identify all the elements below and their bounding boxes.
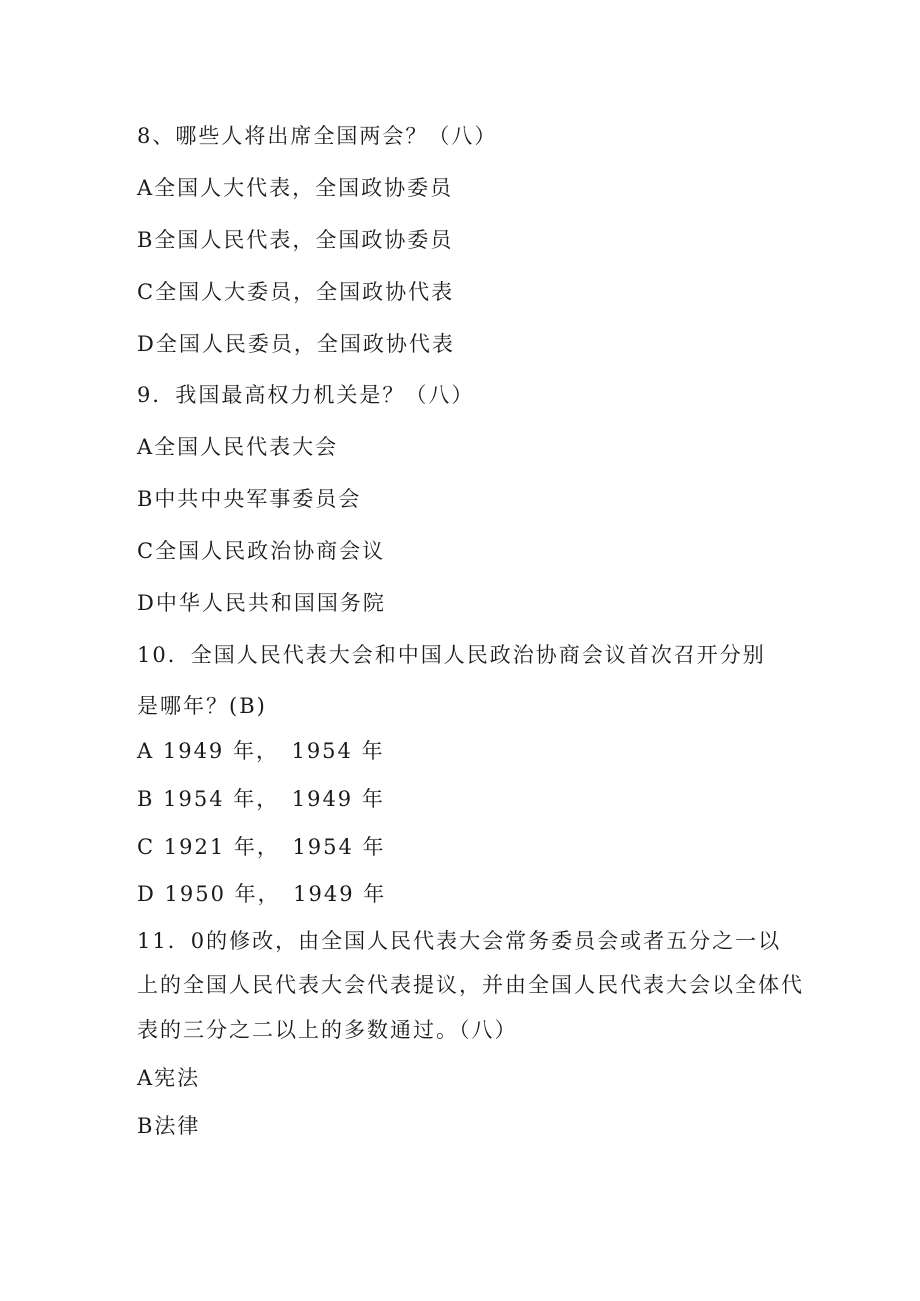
question-10-option-a: A 1949 年， 1954 年 bbox=[137, 739, 385, 763]
question-11-text-line3: 表的三分之二以上的多数通过。（八） bbox=[137, 1018, 518, 1042]
question-11-option-b: B法律 bbox=[137, 1114, 201, 1138]
question-11-text-line1: 11．0的修改，由全国人民代表大会常务委员会或者五分之一以 bbox=[137, 929, 782, 953]
question-9-option-c: C全国人民政治协商会议 bbox=[137, 539, 386, 563]
question-10-option-b: B 1954 年， 1949 年 bbox=[137, 787, 385, 811]
question-9-text: 9．我国最高权力机关是？（八） bbox=[137, 383, 475, 407]
question-11-text-line2: 上的全国人民代表大会代表提议，并由全国人民代表大会以全体代 bbox=[137, 973, 804, 997]
question-8-option-b: B全国人民代表，全国政协委员 bbox=[137, 228, 454, 252]
question-11-option-a: A宪法 bbox=[137, 1066, 201, 1090]
question-8-option-a: A全国人大代表，全国政协委员 bbox=[137, 176, 454, 200]
question-8-text: 8、哪些人将出席全国两会？（八） bbox=[137, 124, 498, 148]
question-10-text-line1: 10．全国人民代表大会和中国人民政治协商会议首次召开分别 bbox=[137, 643, 766, 667]
question-10-text-line2: 是哪年？(B) bbox=[137, 694, 267, 718]
question-9-option-d: D中华人民共和国国务院 bbox=[137, 591, 386, 615]
question-9-option-a: A全国人民代表大会 bbox=[137, 435, 339, 459]
question-9-option-b: B中共中央军事委员会 bbox=[137, 487, 362, 511]
question-10-option-d: D 1950 年， 1949 年 bbox=[137, 882, 387, 906]
question-8-option-c: C全国人大委员，全国政协代表 bbox=[137, 280, 455, 304]
question-8-option-d: D全国人民委员，全国政协代表 bbox=[137, 332, 455, 356]
question-10-option-c: C 1921 年， 1954 年 bbox=[137, 835, 386, 859]
